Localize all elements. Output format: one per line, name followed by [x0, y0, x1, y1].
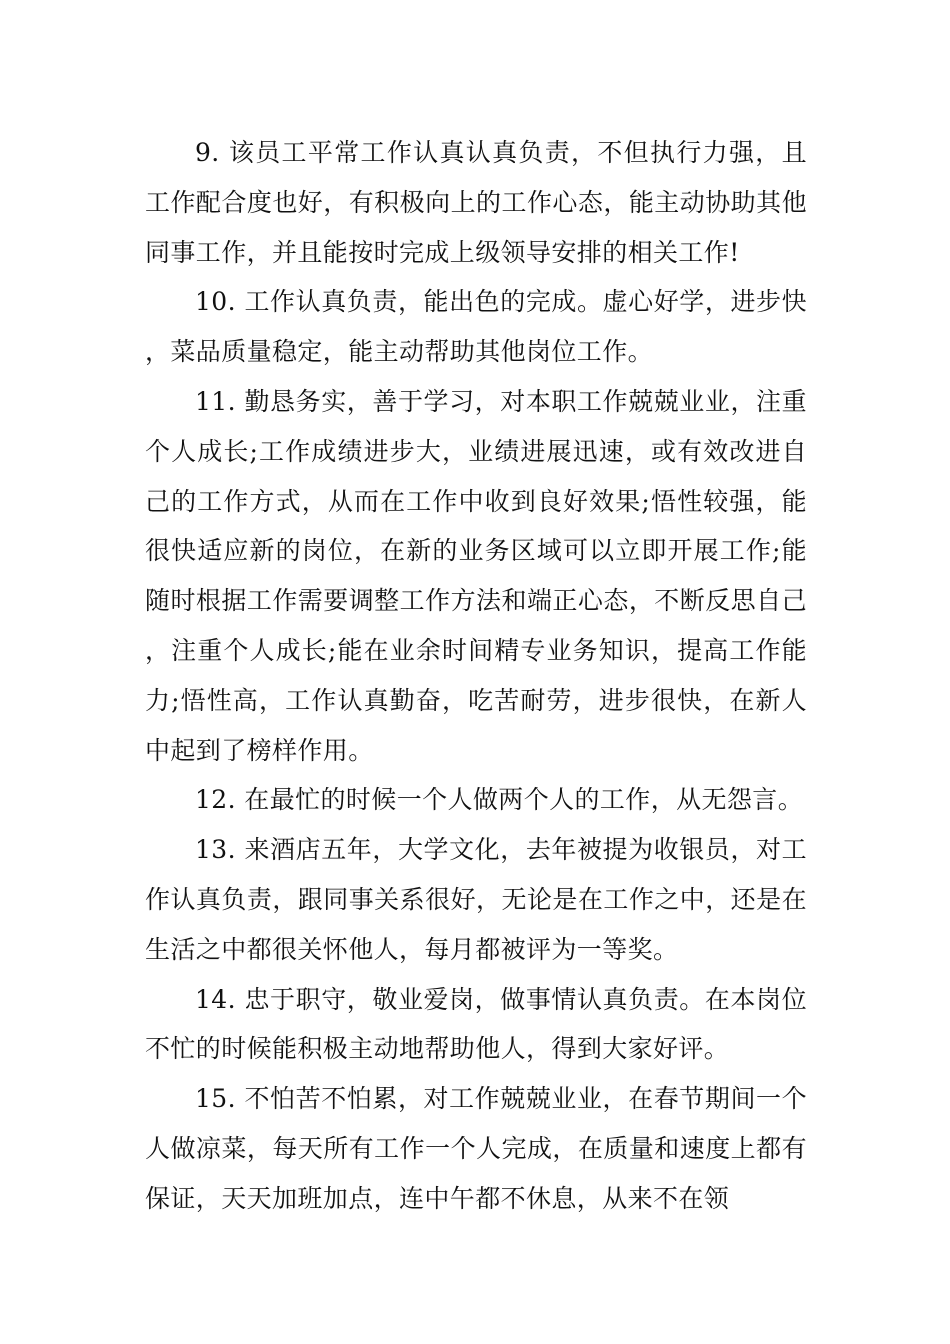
paragraph-item-9: 9. 该员工平常工作认真认真负责，不但执行力强，且工作配合度也好，有积极向上的工作心态，能主动协助其他同事工作，并且能按时完成上级领导安排的相关工作! [145, 138, 807, 267]
paragraph-item-12: 12. 在最忙的时候一个人做两个人的工作，从无怨言。 [195, 785, 804, 815]
document-body [145, 128, 807, 1224]
paragraph-item-14: 14. 忠于职守，敬业爱岗，做事情认真负责。在本岗位不忙的时候能积极主动地帮助他人，得到大家好评。 [145, 984, 807, 1064]
paragraph-item-11: 11. 勤恳务实，善于学习，对本职工作兢兢业业，注重个人成长;工作成绩进步大，业绩进展迅速，或有效改进自己的工作方式，从而在工作中收到良好效果;悟性较强，能很快适应新的岗位，在新的业务区域可以立即开展工作;能随时根据工作需要调整工作方法和端正心态，不断反思自己，注重个人成长;能在业余时间精专业务知识，提高工作能力;悟性高，工作认真勤奋，吃苦耐劳，进步很快，在新人中起到了榜样作用。 [145, 386, 807, 765]
paragraph-item-15: 15. 不怕苦不怕累，对工作兢兢业业，在春节期间一个人做凉菜，每天所有工作一个人完成，在质量和速度上都有保证，天天加班加点，连中午都不休息，从来不在领 [145, 1084, 807, 1213]
paragraph-item-13: 13. 来酒店五年，大学文化，去年被提为收银员，对工作认真负责，跟同事关系很好，无论是在工作之中，还是在生活之中都很关怀他人，每月都被评为一等奖。 [145, 835, 807, 964]
paragraph-item-10: 10. 工作认真负责，能出色的完成。虚心好学，进步快，菜品质量稳定，能主动帮助其他岗位工作。 [145, 287, 807, 367]
